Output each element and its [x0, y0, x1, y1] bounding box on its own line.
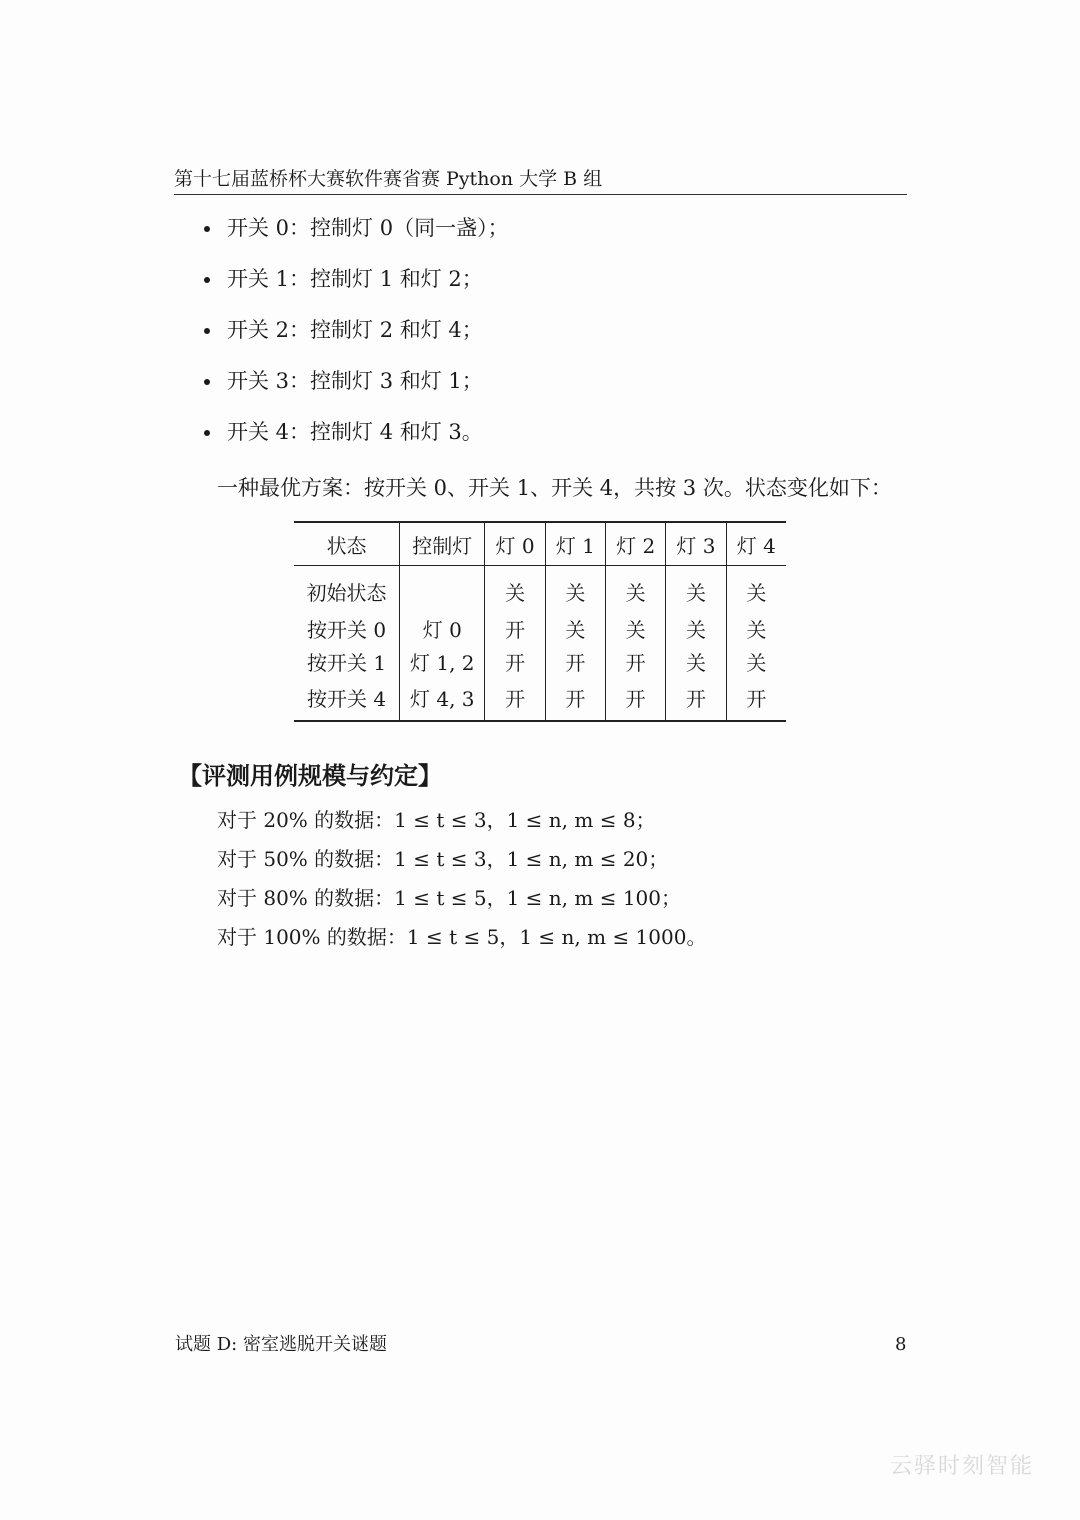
table-cell: 开 — [726, 678, 786, 721]
state-table — [294, 521, 786, 722]
switch-list — [200, 208, 509, 463]
table-header-row — [294, 522, 786, 566]
list-item: 开关 2：控制灯 2 和灯 4； — [200, 310, 509, 361]
table-cell: 开 — [606, 678, 666, 721]
table-cell: 关 — [666, 612, 726, 645]
bullet-dot-icon — [204, 430, 210, 436]
section-title: 【评测用例规模与约定】 — [178, 762, 442, 790]
list-item: 开关 1：控制灯 1 和灯 2； — [200, 259, 509, 310]
table-cell: 开 — [666, 678, 726, 721]
table-header-cell: 灯 3 — [666, 522, 726, 566]
table-cell: 灯 1, 2 — [400, 645, 485, 678]
table-cell: 关 — [726, 566, 786, 613]
table-cell: 开 — [606, 645, 666, 678]
table-header-cell: 控制灯 — [400, 522, 485, 566]
table-header-cell: 灯 2 — [606, 522, 666, 566]
table-cell: 灯 0 — [400, 612, 485, 645]
test-case-list — [217, 801, 706, 957]
table-cell: 关 — [666, 566, 726, 613]
table-cell: 开 — [485, 678, 545, 721]
bullet-dot-icon — [204, 226, 210, 232]
table-cell: 按开关 1 — [307, 651, 387, 675]
table-cell: 关 — [606, 566, 666, 613]
table-row — [294, 566, 786, 613]
table-cell: 按开关 4 — [307, 686, 387, 711]
list-item: 对于 100% 的数据：1 ≤ t ≤ 5，1 ≤ n, m ≤ 1000。 — [217, 925, 707, 949]
bullet-dot-icon — [204, 379, 210, 385]
table-header-cell: 状态 — [294, 522, 400, 566]
table-row — [294, 645, 786, 678]
table-cell: 开 — [545, 678, 605, 721]
table-row — [294, 678, 786, 721]
list-item: 开关 4：控制灯 4 和灯 3。 — [200, 412, 509, 463]
list-item: 开关 3：控制灯 3 和灯 1； — [200, 361, 509, 412]
table-header-cell: 灯 0 — [485, 522, 545, 566]
footer-problem-title: 试题 D: 密室逃脱开关谜题 — [175, 1334, 387, 1355]
list-item: 对于 20% 的数据：1 ≤ t ≤ 3，1 ≤ n, m ≤ 8； — [217, 808, 656, 832]
table-cell: 开 — [545, 645, 605, 678]
table-cell: 关 — [726, 645, 786, 678]
table-cell — [400, 566, 485, 613]
page-number: 8 — [895, 1334, 907, 1355]
table-cell: 开 — [485, 612, 545, 645]
list-item: 对于 80% 的数据：1 ≤ t ≤ 5，1 ≤ n, m ≤ 100； — [217, 886, 682, 910]
table-row — [294, 612, 786, 645]
table-cell: 关 — [726, 612, 786, 645]
solution-paragraph: 一种最优方案：按开关 0、开关 1、开关 4，共按 3 次。状态变化如下： — [217, 476, 892, 500]
table-cell: 关 — [606, 612, 666, 645]
table-cell: 关 — [485, 566, 545, 613]
header-title: 第十七届蓝桥杯大赛软件赛省赛 Python 大学 B 组 — [174, 168, 603, 190]
table-header-cell: 灯 4 — [726, 522, 786, 566]
table-cell: 关 — [666, 645, 726, 678]
table-cell: 按开关 0 — [307, 618, 387, 642]
bullet-dot-icon — [204, 277, 210, 283]
list-item: 开关 0：控制灯 0（同一盏）； — [200, 208, 509, 259]
list-item: 对于 50% 的数据：1 ≤ t ≤ 3，1 ≤ n, m ≤ 20； — [217, 847, 669, 871]
watermark: 云驿时刻智能 — [890, 1454, 1035, 1479]
page-header — [174, 164, 907, 195]
table-cell: 关 — [545, 566, 605, 613]
table-header-cell: 灯 1 — [545, 522, 605, 566]
table-cell: 关 — [545, 612, 605, 645]
table-cell: 开 — [485, 645, 545, 678]
table-cell: 灯 4, 3 — [400, 678, 485, 721]
table-cell: 初始状态 — [306, 580, 387, 605]
bullet-dot-icon — [204, 328, 210, 334]
